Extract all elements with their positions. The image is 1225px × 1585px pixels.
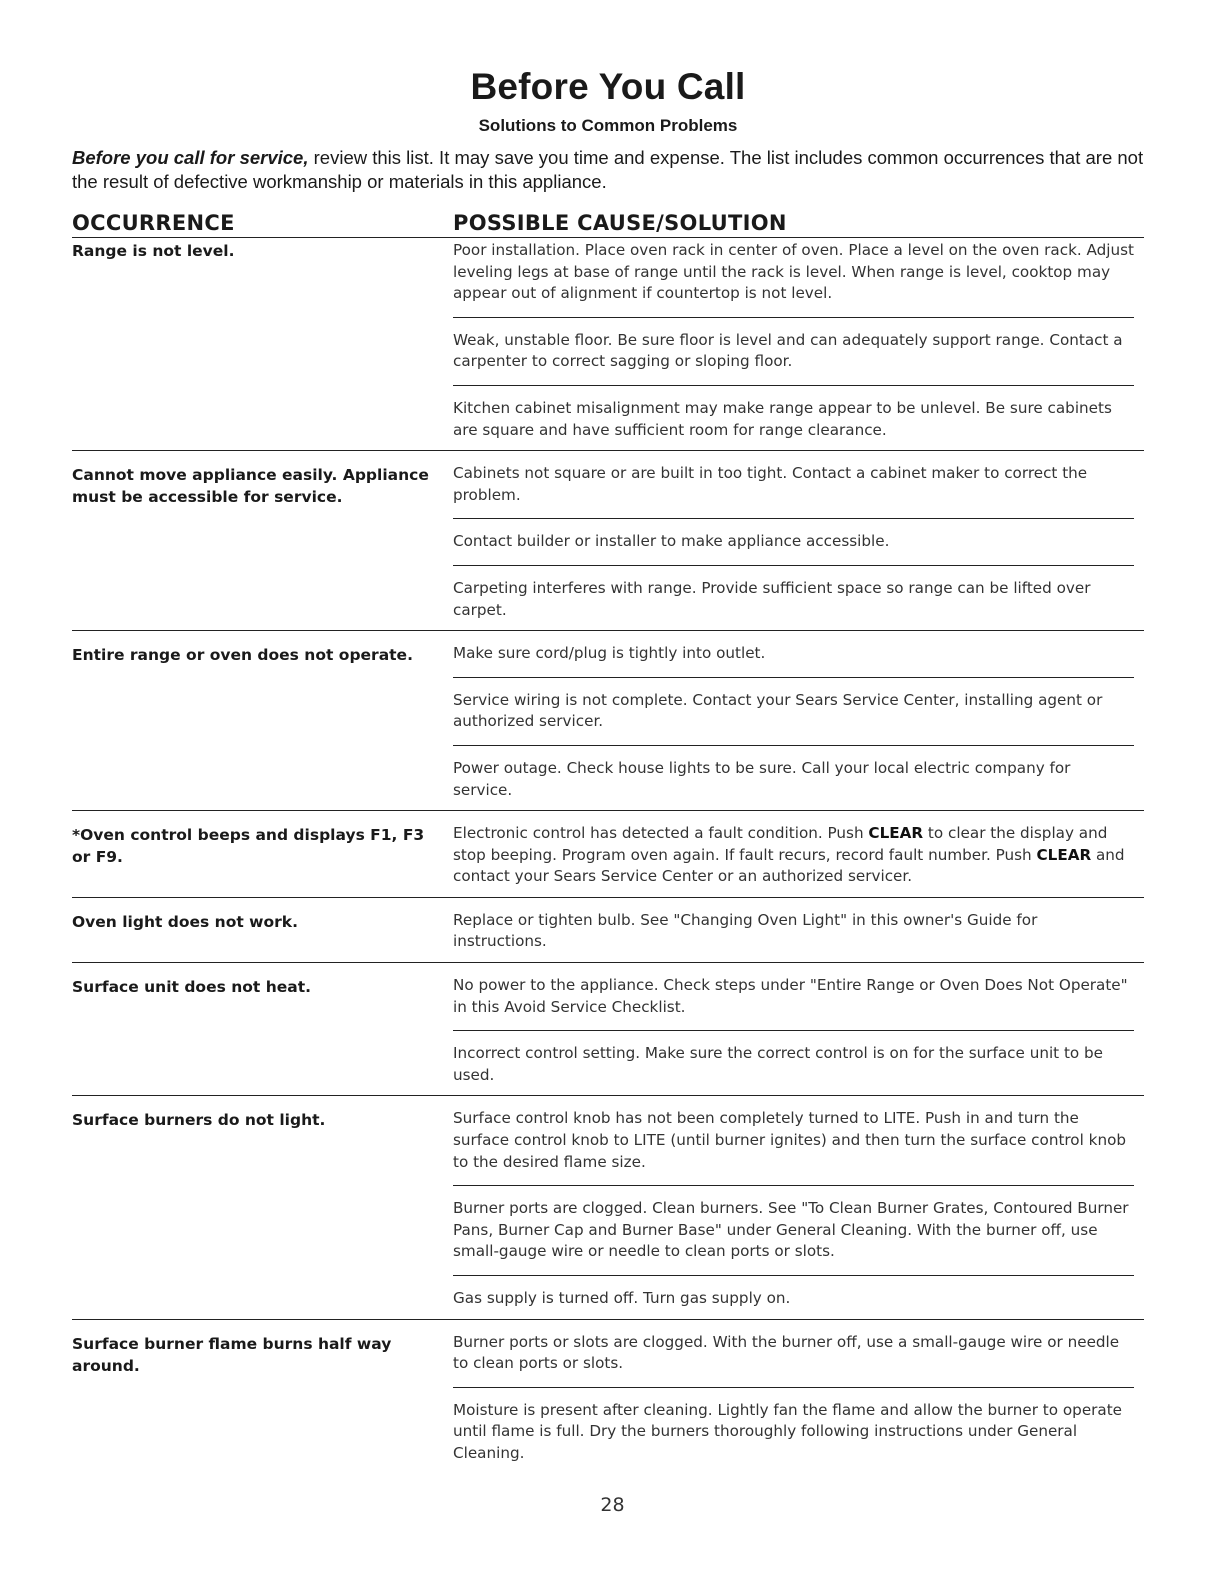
solution-text — [453, 811, 1134, 897]
occurrence-cell: Cannot move appliance easily. Appliance must be accessible for service. — [72, 466, 429, 507]
table-row — [72, 631, 1144, 811]
occurrence-column-header: OCCURRENCE — [72, 211, 235, 235]
table-row — [72, 238, 1144, 451]
occurrence-cell: Entire range or oven does not operate. — [72, 646, 413, 665]
solutions-cell — [453, 1320, 1144, 1474]
intro-text: review this list. It may save you time and expense. The list includes common occurrences that are not the result of defective workmanship or materials in this appliance. — [72, 147, 1144, 192]
table-row — [72, 1320, 1144, 1474]
solution-text: Power outage. Check house lights to be sure. Call your local electric company for service. — [453, 745, 1134, 810]
troubleshooting-table — [72, 238, 1144, 1474]
document-page — [72, 62, 1144, 1474]
table-header — [72, 210, 1144, 238]
solution-text: Burner ports are clogged. Clean burners. See "To Clean Burner Grates, Contoured Burner Pans, Burner Cap and Burner Base" under General Cleaning. With the burner off, use small-gauge wire or needle to clean ports or slots. — [453, 1185, 1134, 1275]
occurrence-cell: Surface unit does not heat. — [72, 978, 312, 997]
solution-text: Cabinets not square or are built in too tight. Contact a cabinet maker to correct the problem. — [453, 464, 1088, 504]
occurrence-cell: Oven light does not work. — [72, 912, 298, 931]
solutions-cell — [453, 631, 1144, 810]
solution-text: Service wiring is not complete. Contact your Sears Service Center, installing agent or authorized servicer. — [453, 677, 1134, 745]
intro-paragraph — [72, 146, 1144, 194]
occurrence-cell: Range is not level. — [72, 242, 235, 260]
table-row — [72, 898, 1144, 963]
page-number: 28 — [600, 1494, 625, 1516]
solution-text-part: Electronic control has detected a fault condition. Push — [453, 824, 869, 843]
occurrence-cell: Surface burners do not light. — [72, 1111, 326, 1130]
solution-text: No power to the appliance. Check steps under "Entire Range or Oven Does Not Operate" in this Avoid Service Checklist. — [453, 976, 1128, 1016]
solution-text: Contact builder or installer to make appliance accessible. — [453, 518, 1134, 565]
solutions-cell — [453, 811, 1144, 897]
page-title: Before You Call — [470, 66, 746, 107]
solutions-cell — [453, 963, 1144, 1095]
solution-text: Make sure cord/plug is tightly into outlet. — [453, 644, 766, 663]
solutions-cell — [453, 898, 1144, 962]
solution-text: Carpeting interferes with range. Provide sufficient space so range can be lifted over carpet. — [453, 565, 1134, 630]
solution-text-part: and contact your Sears Service Center or an authorized servicer. — [453, 845, 1125, 886]
intro-lead: Before you call for service, — [72, 147, 309, 168]
solution-column-header: POSSIBLE CAUSE/SOLUTION — [453, 211, 787, 235]
table-row — [72, 811, 1144, 898]
occurrence-cell: *Oven control beeps and displays F1, F3 or F9. — [72, 826, 425, 867]
solution-text: Weak, unstable floor. Be sure floor is level and can adequately support range. Contact a carpenter to correct sagging or sloping floor. — [453, 317, 1134, 385]
solution-text: Poor installation. Place oven rack in center of oven. Place a level on the oven rack. Adjust leveling legs at base of range until the rack is level. When range is level, cooktop may appear out of alignment if countertop is not level. — [453, 241, 1135, 303]
solution-text: Gas supply is turned off. Turn gas supply on. — [453, 1275, 1134, 1319]
solution-text: Surface control knob has not been completely turned to LITE. Push in and turn the surface control knob to LITE (until burner ignites) and then turn the surface control knob to the desired flame size. — [453, 1109, 1127, 1171]
solution-text: Burner ports or slots are clogged. With the burner off, use a small-gauge wire or needle to clean ports or slots. — [453, 1332, 1120, 1373]
solution-text: Moisture is present after cleaning. Lightly fan the flame and allow the burner to operate until flame is full. Dry the burners thoroughly following instructions under General Cleaning. — [453, 1387, 1134, 1474]
clear-key-label: CLEAR — [868, 824, 924, 843]
table-row — [72, 451, 1144, 631]
solutions-cell — [453, 238, 1144, 450]
solution-text: Replace or tighten bulb. See "Changing Oven Light" in this owner's Guide for instructions. — [453, 910, 1038, 951]
solution-text: Kitchen cabinet misalignment may make range appear to be unlevel. Be sure cabinets are square and have sufficient room for range clearance. — [453, 385, 1134, 450]
solutions-cell — [453, 451, 1144, 630]
table-row — [72, 1096, 1144, 1319]
solutions-cell — [453, 1096, 1144, 1318]
page-subtitle: Solutions to Common Problems — [478, 116, 738, 135]
solution-text: Incorrect control setting. Make sure the correct control is on for the surface unit to be used. — [453, 1030, 1134, 1095]
clear-key-label: CLEAR — [1036, 845, 1092, 864]
occurrence-cell: Surface burner flame burns half way around. — [72, 1334, 392, 1375]
table-row — [72, 963, 1144, 1096]
solution-text-part: to clear the display and stop beeping. Program oven again. If fault recurs, record fault number. Push — [453, 824, 1108, 864]
